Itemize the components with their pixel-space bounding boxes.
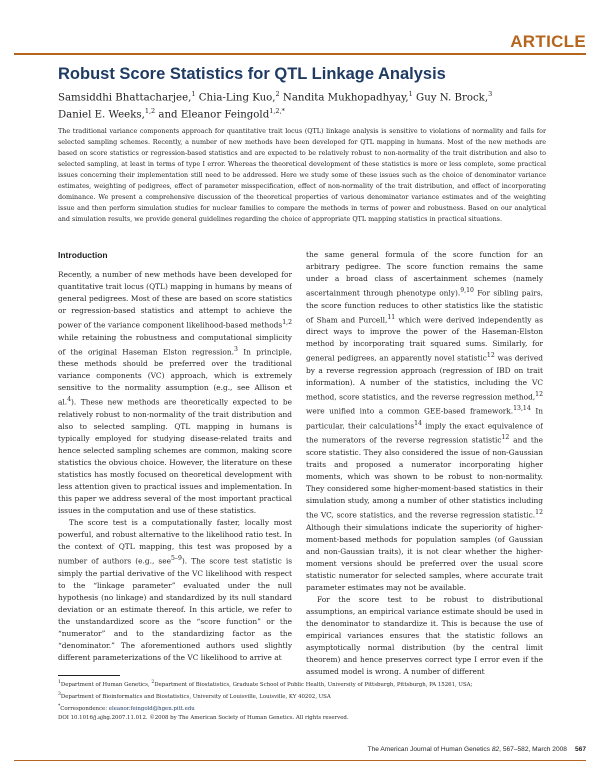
footnote-rule: [58, 675, 120, 676]
doi-footnote: DOI 10.1016/j.ajhg.2007.11.012. ©2008 by The American Society of Human Genetics. All rights reserved.: [58, 715, 349, 722]
citation-ref[interactable]: 11: [387, 313, 396, 321]
author-name: Guy N. Brock,: [412, 92, 489, 104]
body-column-left: [58, 269, 292, 667]
citation-ref[interactable]: 12: [535, 509, 543, 517]
paragraph: For the score test to be robust to distributional assumptions, an empirical variance estimate should be used in the denominator to standardize it. This is because the use of empirical variances ensures that the statistic follows an asymptotically normal distribution (by the central limit theorem) and hence preserves correct type I error even if the assumed model is wrong. A number of different: [306, 595, 543, 677]
footer-rule: [14, 760, 586, 761]
paragraph: The score test is a computationally faster, locally most powerful, and robust alternative to the likelihood ratio test. In the context of QTL mapping, this test was proposed by a number of authors (e.g., see$^{5-9}$). The score test statistic is simply the partial derivative of the VC likelihood with respect to the “linkage parameter” evaluated under the null hypothesis (no linkage) and standardized by its null standard deviation or an estimate thereof. In this article, we refer to the unstandardized score as the “score function” or the “numerator” and to the standardizing factor as the “denominator.” The aforementioned authors used slightly different parameterizations of the VC likelihood to arrive at: [58, 518, 292, 663]
author-list: [58, 88, 528, 122]
author-line-1: [58, 88, 528, 105]
paragraph: the same general formula of the score function for an arbitrary pedigree. The score function remains the same under a broad class of ascertainment schemes (namely ascertainment through phenotype only).$^{9,10}$ For sibling pairs, the score function reduces to other statistics like the statistic of Sham and Purcell,$^{11}$ which were derived independently as direct ways to improve the power of the Haseman-Elston method by incorporating trait squared sums. Similarly, for general pedigrees, an apparently novel statistic$^{12}$ was derived by a reverse regression approach (regression of IBD on trait information). A number of the statistics, including the VC method, score statistics, and the reverse regression method,$^{12}$ were unified into a common GEE-based framework.$^{13,14}$ In particular, their calculations$^{14}$ imply the exact equivalence of the numerators of the reverse regression statistic$^{12}$ and the score statistic. They also considered the issue of non-Gaussian traits and proposed a numerator incorporating higher moments, which was shown to be robust to non-normality. They considered some higher-moment-based statistics in their simulation study, among a number of other statistics including the VC, score statistics, and the reverse regression statistic.$^{12}$ Although their simulations indicate the superiority of higher-moment-based methods for population samples (of Gaussian and non-Gaussian traits), it is not clear whether the higher-moment versions should be preferred over the usual score statistic numerator for selected samples, where accurate trait parameter estimates may not be available.: [306, 250, 543, 592]
footnotes: [58, 678, 548, 724]
citation-ref[interactable]: 3: [233, 345, 238, 353]
author-affiliation-ref: 1: [191, 90, 196, 98]
author-affiliation-ref: 1: [408, 90, 413, 98]
abstract: The traditional variance components approach for quantitative trait locus (QTL) linkage analysis is sensitive to violations of normality and fails for selected sampling schemes. Recently, a number of new methods have been developed for QTL mapping in humans. Most of the new methods are based on score statistics or regression-based statistics and are expected to be relatively robust to non-normality of the trait distribution and also to selected sampling, at least in terms of type I error. Whereas the theoretical development of these statistics is more or less complete, some practical issues concerning their implementation still need to be addressed. Here we study some of these issues such as the choice of denominator variance estimates, weighting of pedigrees, effect of parameter misspecification, effect of non-normality of the trait distribution, and effect of incorporating dominance. We present a comprehensive discussion of the theoretical properties of various denominator variance estimates and of the weighting issue and then perform simulation studies for nuclear families to compare the methods in terms of power and robustness. Based on our analytical and simulation results, we provide general guidelines regarding the choice of appropriate QTL mapping statistics in practical situations.: [58, 127, 546, 223]
citation-ref[interactable]: 12: [501, 434, 510, 442]
author-affiliation-ref: 2: [275, 90, 280, 98]
article-title: Robust Score Statistics for QTL Linkage Analysis: [58, 65, 446, 83]
citation-ref[interactable]: 1,2: [282, 319, 292, 327]
affiliation-footnote: $^3$Department of Bioinformatics and Biostatistics, University of Louisville, Louisville, KY 40202, USA: [58, 692, 331, 700]
citation-ref[interactable]: 12: [486, 352, 495, 360]
journal-citation-footer: The American Journal of Human Genetics 82, 567–582, March 2008 567: [367, 746, 586, 753]
citation-ref[interactable]: 13,14: [513, 405, 531, 413]
citation-ref[interactable]: 9,10: [460, 287, 474, 295]
section-heading-introduction: Introduction: [58, 250, 108, 260]
author-name: and Eleanor Feingold: [155, 109, 270, 121]
author-name: Daniel E. Weeks,: [58, 109, 145, 121]
author-name: Nandita Mukhopadhyay,: [279, 92, 409, 104]
citation-ref[interactable]: 5–9: [170, 555, 182, 563]
correspondence-email-link[interactable]: eleanor.feingold@hgen.pitt.edu: [108, 705, 195, 712]
author-name: Chia-Ling Kuo,: [195, 92, 276, 104]
header-rule: [14, 53, 586, 55]
author-affiliation-ref: 1,2: [144, 106, 156, 115]
author-affiliation-ref: 3: [488, 90, 493, 98]
author-affiliation-ref: 1,2,*: [269, 106, 285, 115]
paragraph: Recently, a number of new methods have been developed for quantitative trait locus (QTL) mapping in humans by means of general pedigrees. Most of these are based on score statistics or regression-based statistics and attempt to achieve the power of the variance component likelihood-based methods$^{1,2}$ while retaining the robustness and computational simplicity of the original Haseman Elston regression.$^3$ In principle, these methods should be preferred over the traditional variance components (VC) approach, which is extremely sensitive to the normality assumption (e.g., see Allison et al.$^4$). These new methods are theoretically expected to be relatively robust to non-normality of the trait distribution and also to selected sampling. QTL mapping in humans is typically employed for studying disease-related traits and hence selected sampling schemes are common, making score statistics the obvious choice. However, the literature on these statistics has mostly focused on theoretical development with less attention given to practical issues and implementation. In this paper we address several of the most important practical issues in the computation and use of these statistics.: [58, 270, 292, 516]
body-column-right: [306, 249, 543, 689]
page-number: 567: [574, 746, 586, 753]
article-type-label: ARTICLE: [510, 32, 586, 51]
citation-ref[interactable]: 4: [67, 396, 72, 404]
citation-ref[interactable]: 12: [535, 390, 543, 398]
citation-ref[interactable]: 14: [414, 419, 422, 427]
affiliation-footnote: $^1$Department of Human Genetics, $^2$Department of Biostatistics, Graduate School of Public Health, University of Pittsburgh, Pittsburgh, PA 15261, USA;: [58, 680, 473, 688]
author-name: Samsiddhi Bhattacharjee,: [58, 92, 192, 104]
author-line-2: [58, 105, 528, 122]
correspondence-footnote: *Correspondence: eleanor.feingold@hgen.pitt.edu: [58, 704, 195, 712]
